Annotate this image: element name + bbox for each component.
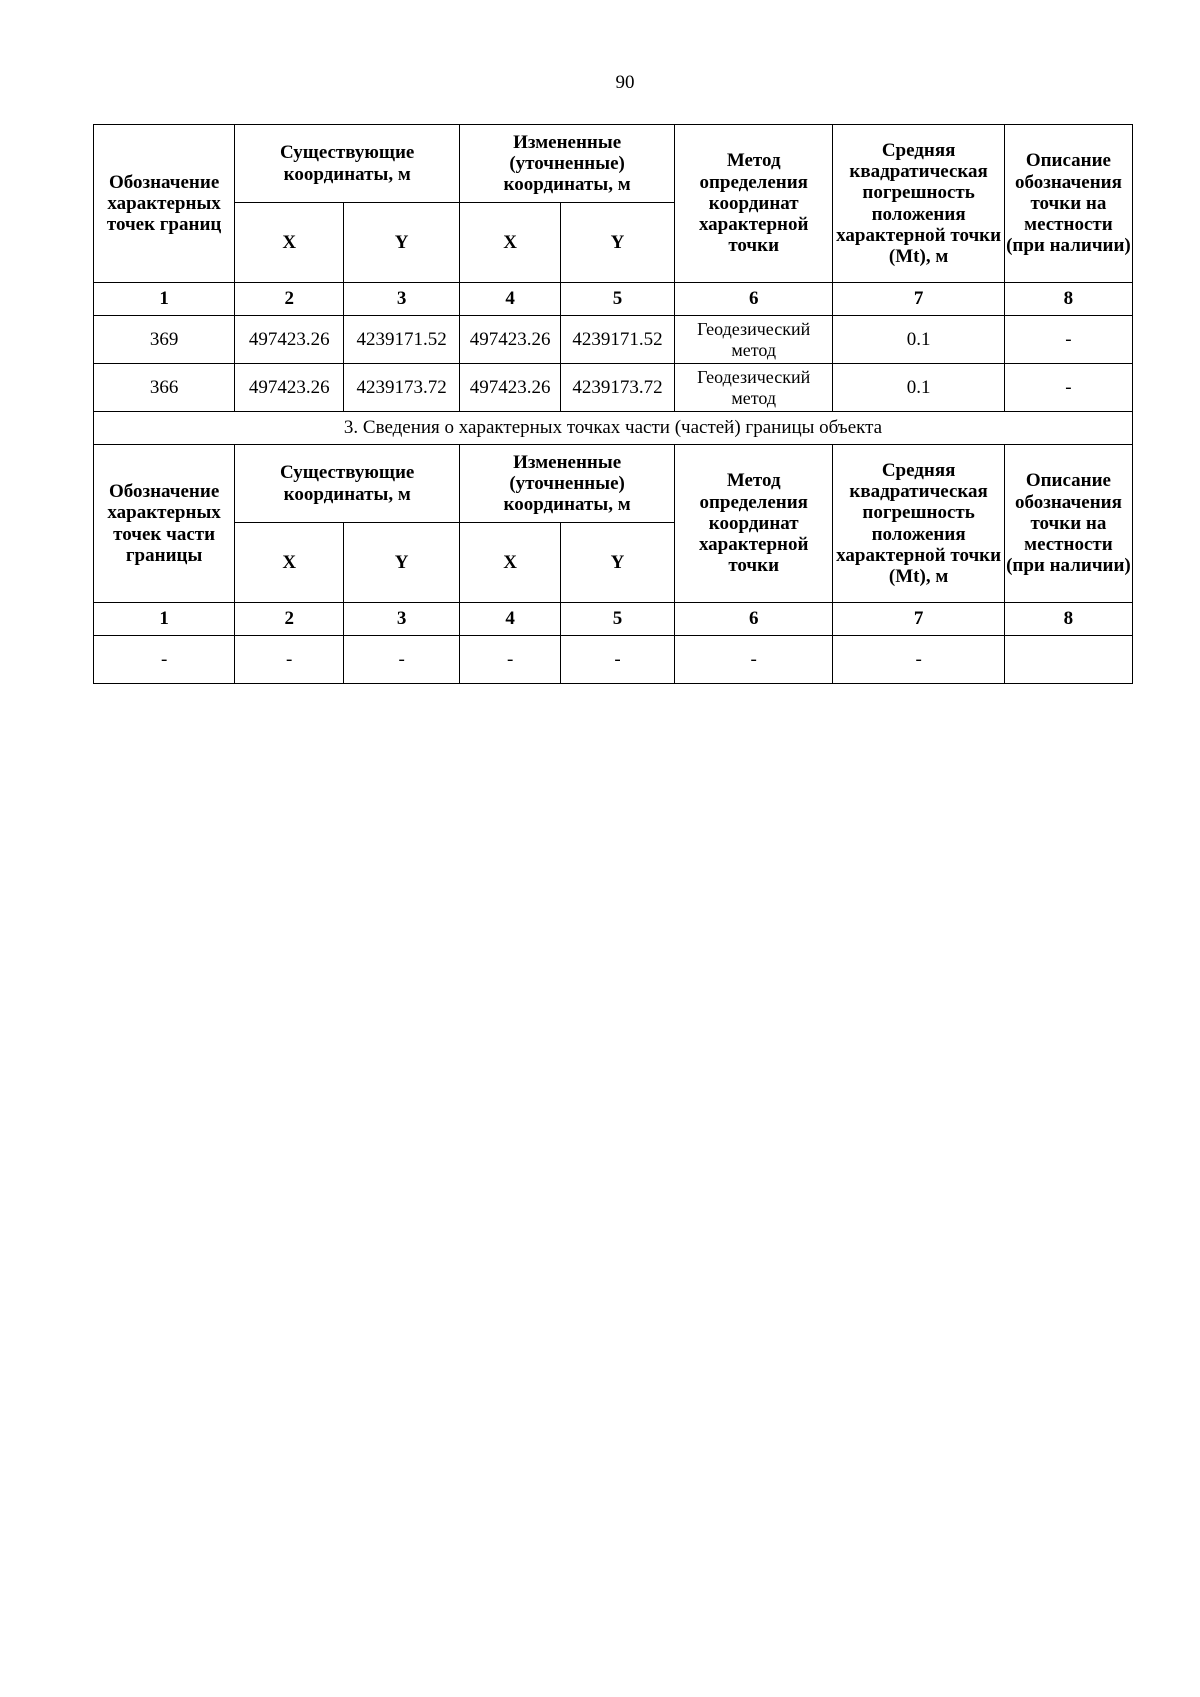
error-value: 0.1	[833, 316, 1004, 364]
column-number: 4	[460, 283, 561, 316]
column-number-row	[94, 283, 1133, 316]
x-changed: -	[460, 636, 561, 684]
column-number: 5	[561, 283, 675, 316]
x-existing: 497423.26	[235, 364, 344, 412]
column-number: 8	[1004, 283, 1132, 316]
y-existing: 4239173.72	[344, 364, 460, 412]
header-existing-coordinates: Существующие координаты, м	[235, 125, 460, 203]
description-value: -	[1004, 364, 1132, 412]
column-number: 3	[344, 603, 460, 636]
table-row	[94, 316, 1133, 364]
header-y-changed: Y	[561, 523, 675, 603]
header-x-changed: X	[460, 203, 561, 283]
header-existing-coordinates: Существующие координаты, м	[235, 445, 460, 523]
table-row	[94, 636, 1133, 684]
header-changed-coordinates: Измененные (уточненные) координаты, м	[460, 445, 675, 523]
header-x-existing: X	[235, 203, 344, 283]
header-mean-error: Средняя квадратическая погрешность положения характерной точки (Mt), м	[833, 445, 1004, 603]
column-number: 6	[675, 603, 833, 636]
x-changed: 497423.26	[460, 316, 561, 364]
header-y-changed: Y	[561, 203, 675, 283]
point-number: -	[94, 636, 235, 684]
header-y-existing: Y	[344, 203, 460, 283]
header-method: Метод определения координат характерной точки	[675, 125, 833, 283]
y-existing: 4239171.52	[344, 316, 460, 364]
column-number: 4	[460, 603, 561, 636]
column-number: 7	[833, 283, 1004, 316]
column-number: 7	[833, 603, 1004, 636]
table-row	[94, 364, 1133, 412]
column-number: 5	[561, 603, 675, 636]
y-changed: 4239171.52	[561, 316, 675, 364]
header-changed-coordinates: Измененные (уточненные) координаты, м	[460, 125, 675, 203]
column-number: 8	[1004, 603, 1132, 636]
column-number: 1	[94, 603, 235, 636]
point-number: 366	[94, 364, 235, 412]
description-value: -	[1004, 316, 1132, 364]
page-number: 90	[615, 72, 635, 93]
column-number: 6	[675, 283, 833, 316]
y-existing: -	[344, 636, 460, 684]
header-point-designation-part: Обозначение характерных точек части границы	[94, 445, 235, 603]
x-existing: -	[235, 636, 344, 684]
method-value: Геодезический метод	[675, 316, 833, 364]
column-number: 2	[235, 283, 344, 316]
header-y-existing: Y	[344, 523, 460, 603]
point-number: 369	[94, 316, 235, 364]
method-value: -	[675, 636, 833, 684]
header-mean-error: Средняя квадратическая погрешность положения характерной точки (Mt), м	[833, 125, 1004, 283]
x-changed: 497423.26	[460, 364, 561, 412]
column-number: 1	[94, 283, 235, 316]
header-description: Описание обозначения точки на местности (при наличии)	[1004, 445, 1132, 603]
y-changed: 4239173.72	[561, 364, 675, 412]
column-number-row	[94, 603, 1133, 636]
error-value: -	[833, 636, 1004, 684]
column-number: 3	[344, 283, 460, 316]
header-point-designation: Обозначение характерных точек границ	[94, 125, 235, 283]
coordinates-table	[93, 124, 1133, 684]
header-description: Описание обозначения точки на местности (при наличии)	[1004, 125, 1132, 283]
section-3-title: 3. Сведения о характерных точках части (частей) границы объекта	[94, 412, 1133, 445]
method-value: Геодезический метод	[675, 364, 833, 412]
error-value: 0.1	[833, 364, 1004, 412]
description-value	[1004, 636, 1132, 684]
header-x-changed: X	[460, 523, 561, 603]
header-method: Метод определения координат характерной точки	[675, 445, 833, 603]
header-x-existing: X	[235, 523, 344, 603]
section-3-row	[94, 412, 1133, 445]
x-existing: 497423.26	[235, 316, 344, 364]
y-changed: -	[561, 636, 675, 684]
column-number: 2	[235, 603, 344, 636]
